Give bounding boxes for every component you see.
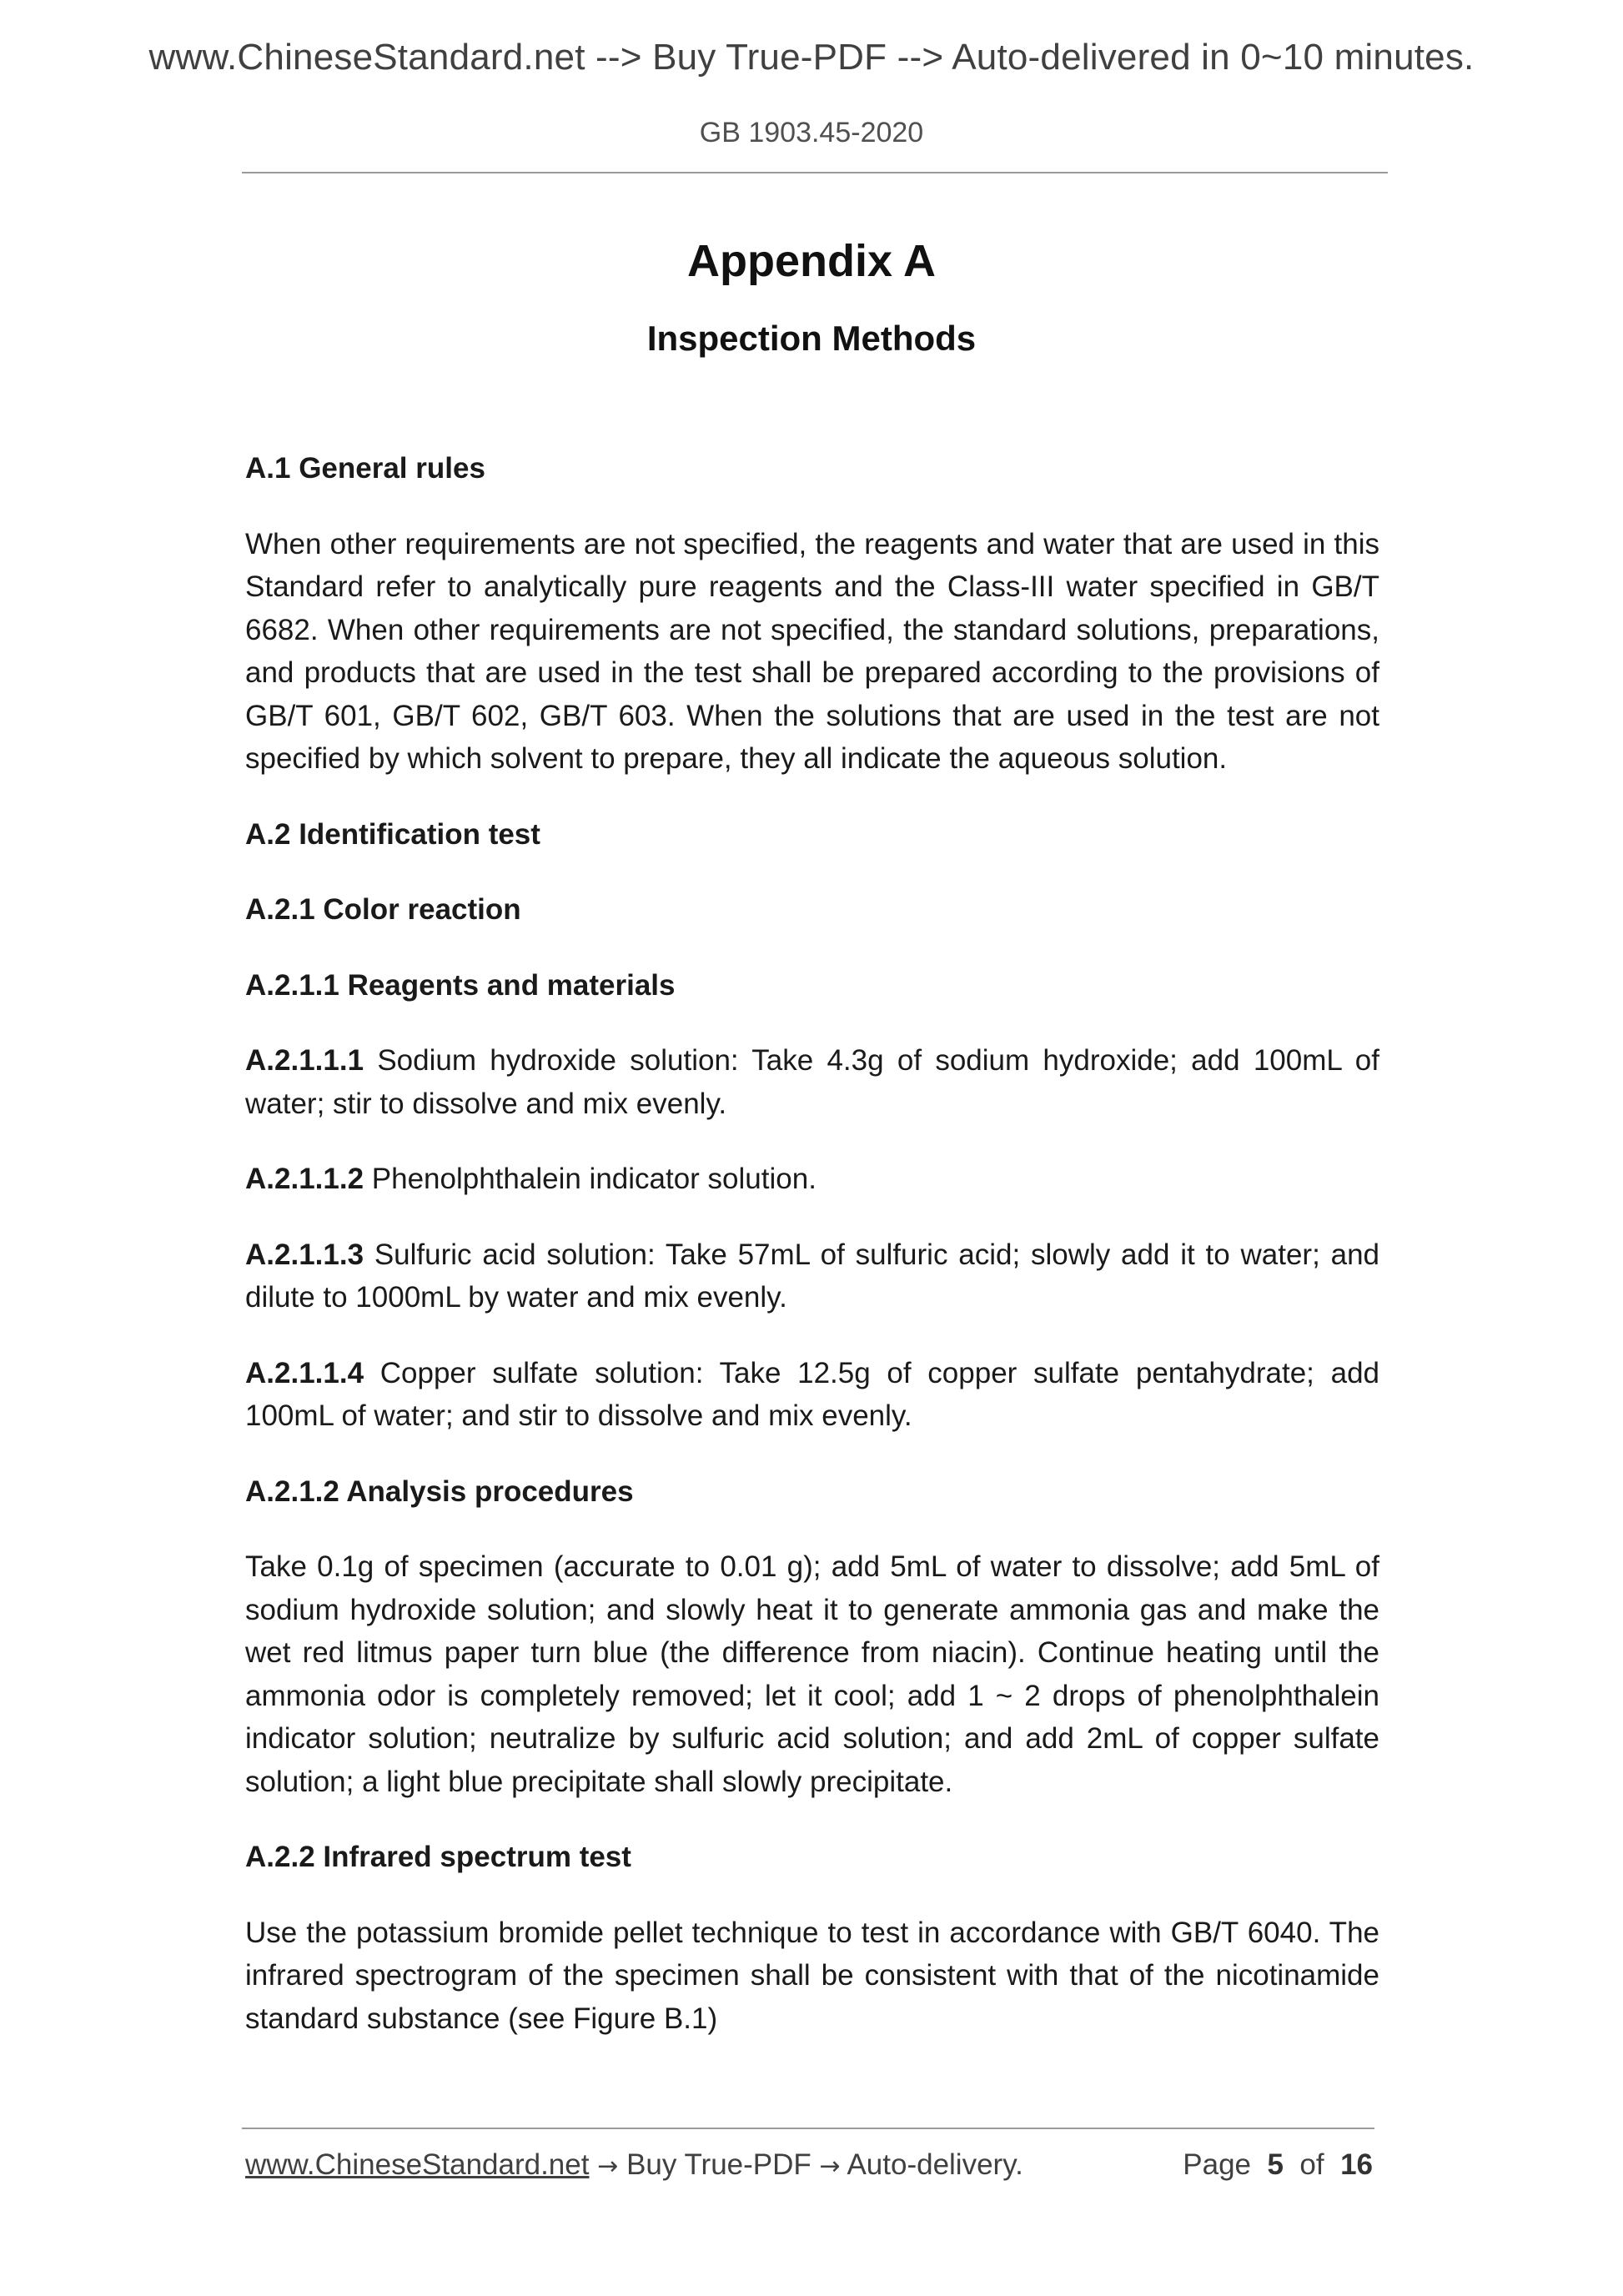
footer-divider <box>242 2128 1374 2129</box>
item-number: A.2.1.1.3 <box>245 1238 364 1271</box>
standard-code: GB 1903.45-2020 <box>699 117 924 148</box>
paragraph-infrared-test: Use the potassium bromide pellet technique to test in accordance with GB/T 6040. The infrared spectrogram of the specimen shall be consistent with that of the nicotinamide standard substance (see Figure B.1) <box>245 1916 1379 2035</box>
list-item-a2113 <box>245 1233 1379 1319</box>
section-heading-a22: A.2.2 Infrared spectrum test <box>245 1841 631 1873</box>
document-body <box>245 447 1379 2040</box>
item-number: A.2.1.1.2 <box>245 1163 364 1195</box>
arrow-right-icon: → <box>597 2152 619 2181</box>
footer-buy-text: Buy True-PDF <box>618 2148 820 2181</box>
list-item-a2111 <box>245 1039 1379 1125</box>
section-heading-a1: A.1 General rules <box>245 452 485 485</box>
item-text: Copper sulfate solution: Take 12.5g of copper sulfate pentahydrate; add 100mL of water; and stir to dissolve and mix evenly. <box>245 1356 1379 1432</box>
section-heading-a211: A.2.1.1 Reagents and materials <box>245 968 676 1002</box>
footer-delivery-text: Auto-delivery. <box>840 2148 1023 2181</box>
paragraph-general-rules: When other requirements are not specified, the reagents and water that are used in this Standard refer to analytically pure reagents and the Class-III water specified in GB/T 6682. When other requirements are not specified, the standard solutions, preparations, and products that are used in the test shall be prepared according to the provisions of GB/T 601, GB/T 602, GB/T 603. When the solutions that are used in the test are not specified by which solvent to prepare, they all indicate the aqueous solution. <box>245 527 1379 775</box>
paragraph-analysis-procedures: Take 0.1g of specimen (accurate to 0.01 g); add 5mL of water to dissolve; add 5mL of sodium hydroxide solution; and slowly heat it to generate ammonia gas and make the wet red litmus paper turn blue (the difference from niacin). Continue heating until the ammonia odor is completely removed; let it cool; add 1 ~ 2 drops of phenolphthalein indicator solution; neutralize by sulfuric acid solution; and add 2mL of copper sulfate solution; a light blue precipitate shall slowly precipitate. <box>245 1550 1379 1798</box>
top-banner: www.ChineseStandard.net --> Buy True-PDF --> Auto-delivered in 0~10 minutes. <box>148 37 1475 78</box>
list-item-a2112 <box>245 1158 1379 1201</box>
item-number: A.2.1.1.1 <box>245 1044 364 1077</box>
header-divider <box>242 172 1388 173</box>
item-text: Sulfuric acid solution: Take 57mL of sulfuric acid; slowly add it to water; and dilute to 1000mL by water and mix evenly. <box>245 1238 1379 1314</box>
section-heading-a2: A.2 Identification test <box>245 817 540 851</box>
list-item-a2114 <box>245 1352 1379 1438</box>
page-number: 5 <box>1267 2148 1284 2181</box>
page-indicator: Page 5 of 16 <box>1183 2148 1373 2181</box>
item-number: A.2.1.1.4 <box>245 1356 364 1389</box>
appendix-subtitle: Inspection Methods <box>646 319 977 358</box>
footer-site-link[interactable]: www.ChineseStandard.net <box>245 2148 590 2181</box>
appendix-title: Appendix A <box>686 236 936 286</box>
page-footer <box>245 2148 1373 2182</box>
item-text: Sodium hydroxide solution: Take 4.3g of sodium hydroxide; add 100mL of water; stir to dissolve and mix evenly. <box>245 1044 1379 1120</box>
section-heading-a212: A.2.1.2 Analysis procedures <box>245 1475 634 1508</box>
item-text: Phenolphthalein indicator solution. <box>364 1163 817 1195</box>
arrow-right-icon: → <box>819 2152 841 2181</box>
section-heading-a21: A.2.1 Color reaction <box>245 893 521 926</box>
total-pages: 16 <box>1340 2148 1373 2181</box>
